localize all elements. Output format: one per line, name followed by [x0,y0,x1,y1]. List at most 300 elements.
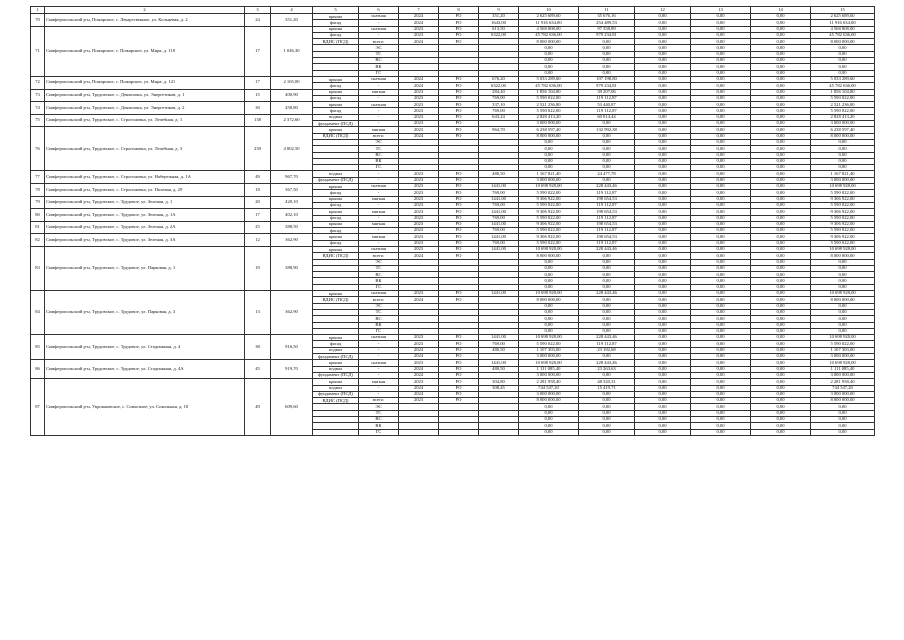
col-13-cell: 0,00 [691,284,751,290]
cost-cell: 10 698 928,00 [519,335,579,341]
cost-unit-cell: 0,00 [579,253,635,259]
work-subtype-cell: - [359,95,399,101]
cost-cell: 5 590 022,00 [519,95,579,101]
year-cell: 2023 [399,102,439,108]
cost-unit-cell: 119 112,87 [579,341,635,347]
cost-cell: 1 107 303,00 [519,347,579,353]
volume-cell: 769,00 [479,108,519,114]
work-subtype-cell: всего: [359,253,399,259]
col-13-cell: 0,00 [691,379,751,385]
total-cell: 9 306 922,00 [811,234,875,240]
col-12-cell: 0,00 [635,354,691,360]
cost-cell: 3 000 000,00 [519,354,579,360]
work-type-cell: фасад [313,95,359,101]
col-12-cell: 0,00 [635,58,691,64]
year-cell: 2024 [399,391,439,397]
cost-unit-cell: 119 112,87 [579,215,635,221]
col-13-cell: 0,00 [691,404,751,410]
cost-unit-cell: 119 112,87 [579,240,635,246]
cost-cell: 744 547,20 [519,385,579,391]
col-12-cell: 0,00 [635,303,691,309]
cost-unit-cell: 119 112,87 [579,190,635,196]
total-cell: 10 698 928,00 [811,360,875,366]
row-number: 72 [31,76,45,89]
col-14-cell: 0,00 [751,379,811,385]
total-cell: 0,00 [811,322,875,328]
cost-unit-cell: 97 358,89 [579,26,635,32]
col-12-cell: 0,00 [635,45,691,51]
cost-unit-cell: 228 443,46 [579,184,635,190]
count-cell: 17 [245,76,271,89]
year-cell: 2023 [399,234,439,240]
total-cell: 10 698 928,00 [811,246,875,252]
row-number: 86 [31,360,45,379]
col-14-cell: 0,00 [751,309,811,315]
col-14-cell: 0,00 [751,423,811,429]
area-cell: 420,10 [271,196,313,209]
col-14-cell: 0,00 [751,127,811,133]
col-12-cell: 0,00 [635,297,691,303]
area-cell: 362,90 [271,234,313,247]
cost-cell: 0,00 [519,64,579,70]
col-13-cell: 0,00 [691,26,751,32]
year-cell: 2024 [399,253,439,259]
col-13-cell: 0,00 [691,246,751,252]
total-cell: 0,00 [811,265,875,271]
address-cell: Симферопольский р-н, Трудовское, с. Трудовое, ул. Стадионная, д. 4А [45,360,245,379]
total-cell: 0,00 [811,429,875,435]
work-subtype-cell: скатная [359,291,399,297]
work-subtype-cell: - [359,20,399,26]
work-subtype-cell: мягкая [359,209,399,215]
col-12-cell: 0,00 [635,221,691,227]
col-13-cell: 0,00 [691,335,751,341]
cost-unit-cell: 228 443,46 [579,246,635,252]
col-12-cell: 0,00 [635,341,691,347]
cost-cell: 5 590 022,00 [519,215,579,221]
work-type-cell: фасад [313,228,359,234]
col-14-cell: 0,00 [751,404,811,410]
row-number: 77 [31,171,45,184]
col-13-cell: 0,00 [691,127,751,133]
work-subtype-cell: - [359,83,399,89]
address-cell: Симферопольский р-н, Трудовское, с. Трудовое, ул. Зеленая, д. 1 [45,196,245,209]
work-type-cell: крыша [313,246,359,252]
work-subtype-cell: - [359,240,399,246]
volume-cell: 6322,00 [479,83,519,89]
cost-unit-cell: 24 477,78 [579,171,635,177]
year-cell: 2023 [399,89,439,95]
address-cell: Симферопольский р-н, Трудовское, с. Строгоновка, ул. Набережная, д. 1А [45,171,245,184]
col-12-cell: 0,00 [635,316,691,322]
col-14-cell: 0,00 [751,347,811,353]
source-cell: РО [439,291,479,297]
work-type-cell: фундамент (ПСД) [313,121,359,127]
work-subtype-cell: ГС [359,165,399,171]
volume-cell: 480,50 [479,347,519,353]
col-13-cell: 0,00 [691,146,751,152]
cost-cell: 9 306 922,00 [519,196,579,202]
col-12-cell: 0,00 [635,246,691,252]
area-cell: 919,70 [271,360,313,379]
cost-unit-cell: 0,00 [579,121,635,127]
col-13-cell: 0,00 [691,139,751,145]
work-type-cell: ВДИС (ПСД) [313,398,359,404]
total-cell: 0,00 [811,58,875,64]
cost-cell: 0,00 [519,328,579,334]
year-cell: 2024 [399,14,439,20]
work-subtype-cell: скатная [359,335,399,341]
source-cell: РО [439,39,479,45]
col-14-cell: 0,00 [751,417,811,423]
col-12-cell: 0,00 [635,240,691,246]
work-subtype-cell: скатная [359,246,399,252]
cost-unit-cell: 0,00 [579,278,635,284]
count-cell: 45 [245,360,271,379]
cost-unit-cell: 107 198,80 [579,76,635,82]
total-cell: 5 590 022,00 [811,215,875,221]
col-14-cell: 0,00 [751,429,811,435]
col-14-cell: 0,00 [751,303,811,309]
col-13-cell: 0,00 [691,385,751,391]
col-12-cell: 0,00 [635,360,691,366]
col-14-cell: 0,00 [751,133,811,139]
source-cell: РО [439,26,479,32]
col-14-cell: 0,00 [751,322,811,328]
source-cell: РО [439,196,479,202]
source-cell: РО [439,385,479,391]
col-header: 7 [399,7,439,14]
total-cell: 5 590 022,00 [811,95,875,101]
col-14-cell: 0,00 [751,398,811,404]
source-cell: РО [439,335,479,341]
col-13-cell: 0,00 [691,114,751,120]
work-subtype-cell: скатная [359,14,399,20]
work-subtype-cell: ВК [359,278,399,284]
cost-unit-cell: 0,00 [579,322,635,328]
col-13-cell: 0,00 [691,297,751,303]
volume-cell: 304,80 [479,379,519,385]
total-cell: 5 590 022,00 [811,228,875,234]
col-13-cell: 0,00 [691,121,751,127]
work-subtype-cell: - [359,347,399,353]
total-cell: 2 281 958,40 [811,379,875,385]
col-14-cell: 0,00 [751,51,811,57]
work-type-cell: фундамент (ПСД) [313,391,359,397]
volume-cell: 1441,00 [479,291,519,297]
address-cell: Симферопольский р-н, Трудовское, с. Денисовка, ул. Энергетиков, д. 1 [45,89,245,102]
address-cell: Симферопольский р-н, Пожарское, с. Пожарское, ул. Мира, д. 121 [45,76,245,89]
work-type-cell: крыша [313,76,359,82]
work-subtype-cell: - [359,341,399,347]
work-subtype-cell: ТС [359,265,399,271]
cost-unit-cell: 60 014,44 [579,114,635,120]
col-12-cell: 0,00 [635,372,691,378]
work-subtype-cell: скатная [359,102,399,108]
col-12-cell: 0,00 [635,259,691,265]
cost-cell: 8 000 000,00 [519,297,579,303]
work-type-cell: фасад [313,215,359,221]
col-14-cell: 0,00 [751,146,811,152]
source-cell: РО [439,360,479,366]
col-14-cell: 0,00 [751,253,811,259]
cost-unit-cell: 198 654,53 [579,196,635,202]
work-subtype-cell: всего: [359,133,399,139]
cost-unit-cell: 0,00 [579,158,635,164]
cost-unit-cell: 119 112,87 [579,228,635,234]
cost-cell: 0,00 [519,303,579,309]
col-12-cell: 0,00 [635,209,691,215]
work-type-cell: подвал [313,366,359,372]
row-number: 74 [31,102,45,115]
work-subtype-cell: ВС [359,417,399,423]
total-cell: 5 033 289,60 [811,76,875,82]
col-14-cell: 0,00 [751,316,811,322]
count-cell: 49 [245,379,271,436]
work-subtype-cell: - [359,171,399,177]
work-type-cell: подвал [313,347,359,353]
col-12-cell: 0,00 [635,272,691,278]
work-subtype-cell: всего: [359,297,399,303]
work-type-cell: крыша [313,209,359,215]
work-subtype-cell: всего: [359,39,399,45]
cost-cell: 1 856 104,80 [519,89,579,95]
col-12-cell: 0,00 [635,322,691,328]
cost-cell: 5 590 022,00 [519,228,579,234]
cost-cell: 45 782 636,00 [519,83,579,89]
col-13-cell: 0,00 [691,177,751,183]
col-14-cell: 0,00 [751,209,811,215]
col-12-cell: 0,00 [635,391,691,397]
col-13-cell: 0,00 [691,316,751,322]
source-cell: РО [439,221,479,227]
total-cell: 0,00 [811,278,875,284]
total-cell: 0,00 [811,259,875,265]
volume-cell: 337,10 [479,102,519,108]
work-subtype-cell: мягкая [359,127,399,133]
volume-cell: 769,00 [479,228,519,234]
work-type-cell: фасад [313,108,359,114]
col-13-cell: 0,00 [691,398,751,404]
col-14-cell: 0,00 [751,45,811,51]
volume-cell: 351,20 [479,14,519,20]
count-cell: 17 [245,209,271,222]
cost-unit-cell: 979 234,81 [579,32,635,38]
cost-unit-cell: 0,00 [579,39,635,45]
year-cell: 2024 [399,372,439,378]
cost-cell: 0,00 [519,158,579,164]
col-12-cell: 0,00 [635,379,691,385]
cost-cell: 0,00 [519,410,579,416]
year-cell: 2023 [399,184,439,190]
source-cell: РО [439,14,479,20]
col-13-cell: 0,00 [691,221,751,227]
year-cell: 2023 [399,121,439,127]
col-12-cell: 0,00 [635,417,691,423]
cost-cell: 0,00 [519,45,579,51]
work-type-cell: крыша [313,335,359,341]
col-13-cell: 0,00 [691,70,751,76]
col-12-cell: 0,00 [635,51,691,57]
count-cell: 38 [245,335,271,360]
col-14-cell: 0,00 [751,360,811,366]
source-cell: РО [439,202,479,208]
source-cell: РО [439,341,479,347]
col-13-cell: 0,00 [691,291,751,297]
total-cell: 0,00 [811,70,875,76]
year-cell: 2023 [399,202,439,208]
total-cell: 0,00 [811,165,875,171]
col-12-cell: 0,00 [635,165,691,171]
cost-cell: 0,00 [519,404,579,410]
cost-unit-cell: 39 207,06 [579,89,635,95]
cost-cell: 8 000 000,00 [519,39,579,45]
total-cell: 1 167 821,40 [811,171,875,177]
work-subtype-cell: скатная [359,26,399,32]
volume-cell [479,429,519,435]
col-header: 2 [45,7,245,14]
source-cell: РО [439,177,479,183]
work-subtype-cell: ВС [359,316,399,322]
work-type-cell: фасад [313,32,359,38]
work-subtype-cell: ТС [359,51,399,57]
cost-cell: 6 238 597,40 [519,127,579,133]
cost-unit-cell: 0,00 [579,417,635,423]
col-12-cell: 0,00 [635,429,691,435]
work-type-cell: фасад [313,83,359,89]
col-14-cell: 0,00 [751,202,811,208]
source-cell: РО [439,372,479,378]
col-13-cell: 0,00 [691,83,751,89]
work-subtype-cell: - [359,391,399,397]
row-number: 87 [31,379,45,436]
col-12-cell: 0,00 [635,328,691,334]
address-cell: Симферопольский р-н, Трудовское, с. Трудовое, ул. Зеленая, д. 2А [45,221,245,234]
col-14-cell: 0,00 [751,58,811,64]
col-14-cell: 0,00 [751,272,811,278]
total-cell: 3 000 000,00 [811,354,875,360]
year-cell: 2023 [399,209,439,215]
row-number: 73 [31,89,45,102]
volume-cell: 769,00 [479,95,519,101]
work-subtype-cell: ГС [359,429,399,435]
year-cell [399,429,439,435]
source-cell: РО [439,253,479,259]
cost-cell: 0,00 [519,152,579,158]
col-13-cell: 0,00 [691,372,751,378]
total-cell: 2 828 413,20 [811,114,875,120]
total-cell: 9 306 922,00 [811,209,875,215]
row-number: 84 [31,291,45,335]
volume-cell: 1441,00 [479,246,519,252]
source-cell: РО [439,234,479,240]
col-12-cell: 0,00 [635,64,691,70]
cost-cell: 9 306 922,00 [519,234,579,240]
cost-cell: 10 698 928,00 [519,184,579,190]
count-cell: 12 [245,234,271,247]
work-type-cell: крыша [313,184,359,190]
col-14-cell: 0,00 [751,121,811,127]
cost-cell: 3 000 000,00 [519,121,579,127]
col-header: 5 [313,7,359,14]
total-cell: 3 000 000,00 [811,121,875,127]
col-14-cell: 0,00 [751,89,811,95]
cost-unit-cell: 198 654,53 [579,234,635,240]
cost-unit-cell: 0,00 [579,423,635,429]
area-cell: 367,50 [271,184,313,197]
row-number: 85 [31,335,45,360]
source-cell [439,429,479,435]
col-12-cell: 0,00 [635,39,691,45]
cost-unit-cell: 23 182,68 [579,347,635,353]
address-cell: Симферопольский р-н, Трудовское, с. Трудовое, ул. Стадионная, д. 4 [45,335,245,360]
total-cell: 10 698 928,00 [811,184,875,190]
cost-cell: 0,00 [519,146,579,152]
col-13-cell: 0,00 [691,95,751,101]
row-number: 80 [31,209,45,222]
col-12-cell: 0,00 [635,20,691,26]
work-type-cell: фасад [313,190,359,196]
source-cell: РО [439,240,479,246]
cost-unit-cell: 0,00 [579,404,635,410]
work-type-cell: подвал [313,385,359,391]
col-12-cell: 0,00 [635,139,691,145]
cost-unit-cell: 119 112,87 [579,202,635,208]
col-header: 8 [439,7,479,14]
area-cell: 916,50 [271,335,313,360]
total-cell: 1 856 104,80 [811,89,875,95]
total-cell: 2 625 689,60 [811,14,875,20]
cost-unit-cell: 228 443,46 [579,291,635,297]
col-14-cell: 0,00 [751,215,811,221]
col-14-cell: 0,00 [751,221,811,227]
work-subtype-cell: мягкая [359,221,399,227]
cost-unit-cell: 0,00 [579,265,635,271]
col-13-cell: 0,00 [691,341,751,347]
volume-cell: 1643,00 [479,20,519,26]
work-subtype-cell: скатная [359,76,399,82]
col-12-cell: 0,00 [635,108,691,114]
col-header: 3 [245,7,271,14]
col-13-cell: 0,00 [691,259,751,265]
cost-cell: 0,00 [519,322,579,328]
work-subtype-cell: ГС [359,328,399,334]
year-cell: 2024 [399,385,439,391]
year-cell: 2023 [399,26,439,32]
col-13-cell: 0,00 [691,152,751,158]
col-13-cell: 0,00 [691,360,751,366]
total-cell: 11 916 634,00 [811,20,875,26]
cost-unit-cell: 53 440,87 [579,102,635,108]
col-14-cell: 0,00 [751,291,811,297]
col-13-cell: 0,00 [691,64,751,70]
work-subtype-cell: скатная [359,184,399,190]
cost-unit-cell: 228 443,46 [579,360,635,366]
work-type-cell: крыша [313,89,359,95]
col-12-cell: 0,00 [635,177,691,183]
total-cell: 8 000 000,00 [811,398,875,404]
cost-cell: 0,00 [519,417,579,423]
col-12-cell: 0,00 [635,385,691,391]
work-type-cell: фасад [313,202,359,208]
col-12-cell: 0,00 [635,366,691,372]
work-subtype-cell: - [359,32,399,38]
cost-cell: 0,00 [519,265,579,271]
col-12-cell: 0,00 [635,26,691,32]
cost-unit-cell: 198 654,53 [579,209,635,215]
count-cell: 20 [245,196,271,209]
volume-cell: 676,20 [479,76,519,82]
